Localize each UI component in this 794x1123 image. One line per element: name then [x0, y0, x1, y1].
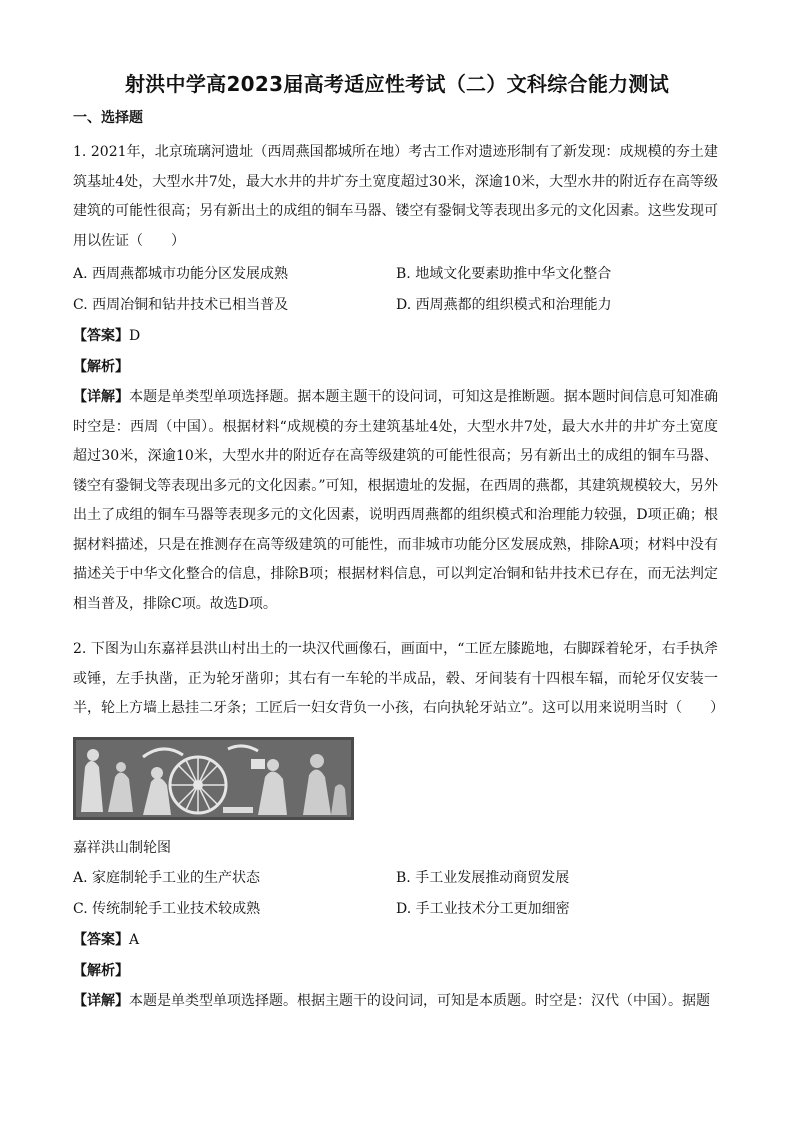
q2-answer-label: 【答案】: [73, 932, 129, 948]
q2-option-a: A. 家庭制轮手工业的生产状态: [73, 870, 261, 886]
q2-answer: [73, 930, 139, 950]
q2-detail-label: 【详解】: [73, 993, 129, 1009]
q1-analysis-label: 【解析】: [73, 359, 129, 375]
q1-option-c: C. 西周冶铜和钻井技术已相当普及: [73, 297, 289, 313]
q1-detail-label: 【详解】: [73, 389, 130, 405]
q1-option-b: B. 地域文化要素助推中华文化整合: [396, 266, 612, 282]
question-2-stem: 2. 下图为山东嘉祥县洪山村出土的一块汉代画像石，画面中，“工匠左膝跪地，右脚踩着轮牙，右手执斧或锤，左手执凿，正为轮牙凿卯；其右有一车轮的半成品，毂、牙间装有十四根车辐，而轮牙仅安装一半，轮上方墙上悬挂二牙条；工匠后一妇女背负一小孩，右向执轮牙站立”。这可以用来说明当时（ ）: [73, 641, 725, 716]
stone-relief-image: [73, 737, 354, 820]
q2-option-d: D. 手工业技术分工更加细密: [396, 901, 570, 917]
q2-answer-value: A: [129, 932, 140, 948]
q1-answer-value: D: [129, 328, 141, 344]
q1-detail: [73, 383, 718, 619]
q1-answer-label: 【答案】: [73, 328, 129, 344]
question-1-stem: 1. 2021年，北京琉璃河遗址（西周燕国都城所在地）考古工作对遗迹形制有了新发现：成规模的夯土建筑基址4处，大型水井7处，最大水井的井圹夯土宽度超过30米，深逾10米，大型水井的附近存在高等级建筑的可能性很高；另有新出土的成组的铜车马器、镂空有銎铜戈等表现出多元的文化因素。这些发现可用以佐证（ ）: [73, 144, 718, 249]
section-heading: 一、选择题: [73, 110, 143, 126]
q1-answer: [73, 326, 140, 346]
q2-detail: [73, 987, 718, 1017]
q2-option-b: B. 手工业发展推动商贸发展: [396, 870, 570, 886]
relief-illustration: [73, 737, 354, 820]
q1-option-a: A. 西周燕都城市功能分区发展成熟: [73, 266, 289, 282]
q1-option-d: D. 西周燕都的组织模式和治理能力: [396, 297, 612, 313]
q2-option-c: C. 传统制轮手工业技术较成熟: [73, 901, 261, 917]
page-title: 射洪中学高2023届高考适应性考试（二）文科综合能力测试: [124, 72, 670, 96]
figure-caption: 嘉祥洪山制轮图: [73, 840, 171, 856]
q2-detail-text: 本题是单类型单项选择题。根据主题干的设问词，可知是本质题。时空是：汉代（中国）。据题: [129, 993, 710, 1009]
q2-analysis-label: 【解析】: [73, 963, 129, 979]
q1-detail-text: 本题是单类型单项选择题。据本题主题干的设问词，可知这是推断题。据本题时间信息可知准确时空是：西周（中国）。根据材料“成规模的夯土建筑基址4处，大型水井7处，最大水井的井圹夯土宽度超过30米，深逾10米，大型水井的附近存在高等级建筑的可能性很高；另有新出土的成组的铜车马器、镂空有銎铜戈等表现出多元的文化因素。”可知，根据遗址的发掘，在西周的燕都，其建筑规模较大，另外出土了成组的铜车马器等表现多元的文化因素，说明西周燕都的组织模式和治理能力较强，D项正确；根据材料描述，只是在推测存在高等级建筑的可能性，而非城市功能分区发展成熟，排除A项；材料中没有描述关于中华文化整合的信息，排除B项；根据材料信息，可以判定冶铜和钻井技术已存在，而无法判定相当普及，排除C项。故选D项。: [73, 389, 719, 612]
